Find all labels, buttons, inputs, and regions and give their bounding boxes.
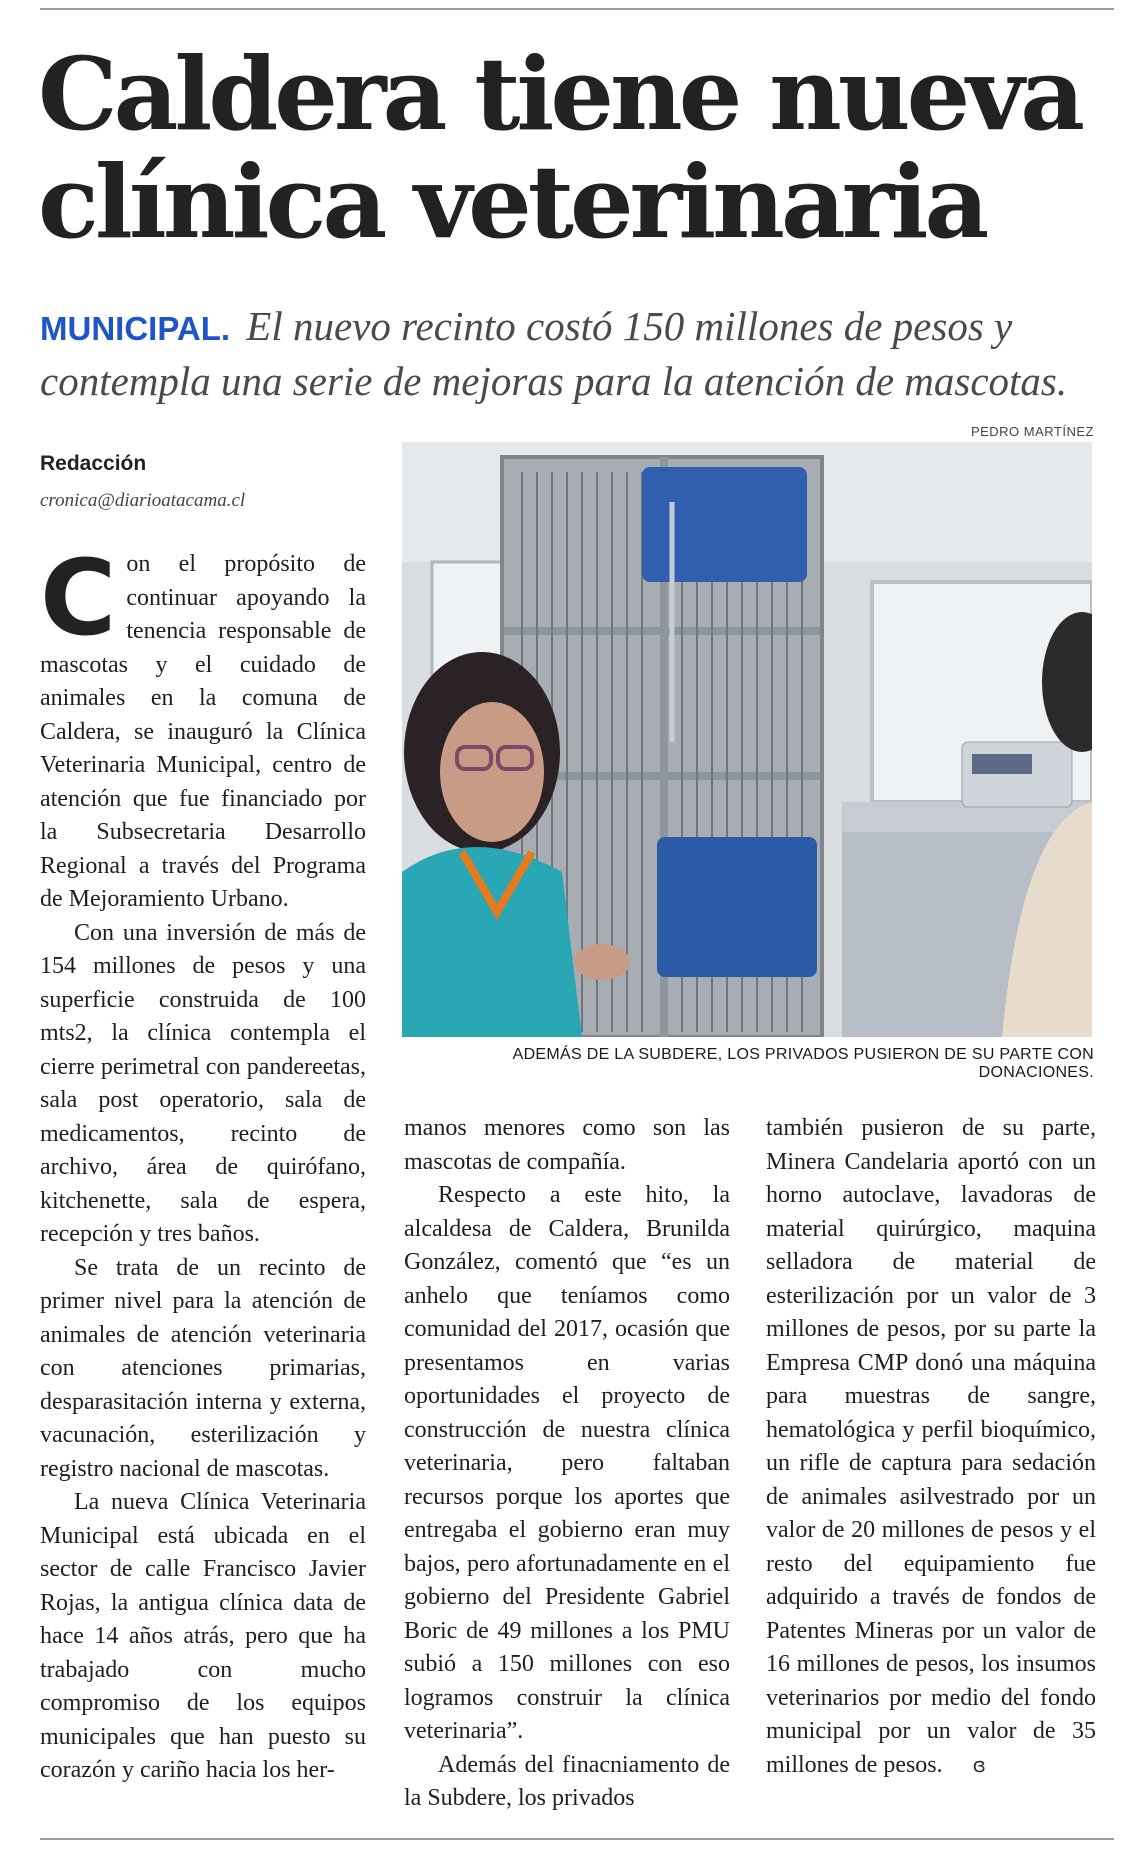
paragraph-1-text: on el propósito de continuar apoyando la tenencia responsable de mascotas y el cuidado de animales en la comuna de Caldera, se inauguró la Clínica Veterinaria Municipal, centro de atención que fue financiado por la Subsecretaria Desarrollo Regional a través del Programa de Mejoramiento Urbano. (40, 551, 366, 912)
paragraph-7: Además del finacniamento de la Subdere, los privados (404, 1751, 730, 1811)
paragraph-4: La nueva Clínica Veterinaria Municipal está ubicada en el sector de calle Francisco Javier Rojas, la antigua clínica data de hace 14 años atrás, pero que ha trabajado con mucho compromiso de los equipos municipales que han puesto su corazón y cariño hacia los her- (40, 1489, 366, 1783)
dropcap: C (40, 537, 117, 659)
byline-email: cronica@diarioatacama.cl (40, 490, 246, 511)
column-1 (40, 537, 366, 1788)
paragraph-1 (40, 537, 366, 917)
headline: Caldera tiene nueva clínica veterinaria (38, 35, 1082, 261)
top-rule (40, 8, 1114, 10)
paragraph-8 (766, 1112, 1096, 1782)
end-mark-icon: ɞ (972, 1752, 986, 1777)
article-photo (402, 442, 1092, 1037)
byline (40, 452, 245, 512)
photo-caption: ADEMÁS DE LA SUBDERE, LOS PRIVADOS PUSIERON DE SU PARTE CON DONACIONES. (512, 1046, 1094, 1081)
deck (40, 300, 1100, 407)
paragraph-5: manos menores como son las mascotas de compañía. (404, 1115, 730, 1175)
photo-credit: PEDRO MARTÍNEZ (970, 424, 1094, 439)
paragraph-8-text: también pusieron de su parte, Minera Candelaria aportó con un horno autoclave, lavadoras de material quirúrgico, maquina selladora de material de esterilización por un valor de 3 millones de pesos, por su parte la Empresa CMP donó una máquina para muestras de sangre, hematológica y perfil bioquímico, un rifle de captura para sedación de animales asilvestrado por un valor de 20 millones de pesos y el resto del equipamiento fue adquirido a través de fondos de Patentes Mineras por un valor de 16 millones de pesos, los insumos veterinarios por medio del fondo municipal por un valor de 35 millones de pesos. (766, 1115, 1096, 1778)
bottom-rule (40, 1838, 1114, 1840)
byline-name: Redacción (40, 452, 147, 475)
paragraph-6: Respecto a este hito, la alcaldesa de Caldera, Brunilda González, comentó que “es un anhelo que teníamos como comunidad del 2017, ocasión que presentamos en varias oportunidades el proyecto de construcción de nuestra clínica veterinaria, pero faltaban recursos porque los aportes que entregaba el gobierno eran muy bajos, pero afortunadamente en el gobierno del Presidente Gabriel Boric de 49 millones a los PMU subió a 150 millones con eso logramos construir la clínica veterinaria”. (404, 1182, 730, 1744)
column-3 (766, 1112, 1096, 1782)
paragraph-3: Se trata de un recinto de primer nivel para la atención de animales de atención veterinaria con atenciones primarias, desparasitación interna y externa, vacunación, esterilización y registro nacional de mascotas. (40, 1254, 366, 1482)
paragraph-2: Con una inversión de más de 154 millones de pesos y una superficie construida de 100 mts2, la clínica contempla el cierre perimetral con pandereetas, sala post operatorio, sala de medicamentos, recinto de archivo, área de quirófano, kitchenette, sala de espera, recepción y tres baños. (40, 919, 366, 1247)
section-kicker: MUNICIPAL. (40, 310, 231, 347)
column-2 (404, 1112, 730, 1816)
deck-text: El nuevo recinto costó 150 millones de pesos y contempla una serie de mejoras para la atención de mascotas. (40, 303, 1068, 404)
